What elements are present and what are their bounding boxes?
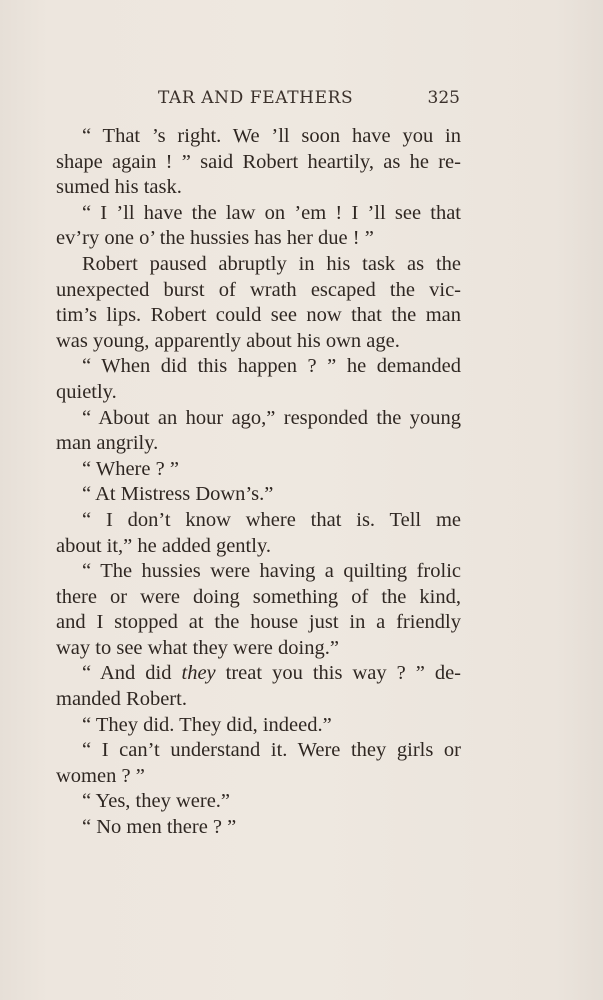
page-header (158, 88, 460, 112)
text-line: “ The hussies were having a quilting frolic (82, 560, 461, 583)
body-text (56, 124, 461, 841)
text-line: manded Robert. (56, 688, 187, 711)
text-line: was young, apparently about his own age. (56, 329, 400, 352)
text-line: “ I don’t know where that is. Tell me (82, 508, 461, 531)
text-line: “ Yes, they were.” (82, 790, 231, 813)
text-line: unexpected burst of wrath escaped the vic- (56, 278, 461, 301)
text-line: and I stopped at the house just in a friendly (56, 611, 461, 634)
text-line: tim’s lips. Robert could see now that the man (56, 304, 461, 327)
text-line: women ? ” (56, 764, 145, 787)
text-line: “ No men there ? ” (82, 816, 237, 839)
text-line: way to see what they were doing.” (56, 636, 339, 659)
text-line: there or were doing something of the kind, (56, 585, 461, 608)
text-line: “ And did they treat you this way ? ” de- (82, 662, 462, 685)
text-line: “ I ’ll have the law on ’em ! I ’ll see that (82, 201, 461, 224)
text-line: “ Where ? ” (82, 457, 179, 480)
page-number: 325 (427, 88, 460, 108)
text-line: shape again ! ” said Robert heartily, as he re- (56, 150, 461, 173)
text-line: “ That ’s right. We ’ll soon have you in (82, 125, 461, 147)
text-line: “ About an hour ago,” responded the young (82, 406, 461, 429)
text-line: “ When did this happen ? ” he demanded (82, 355, 461, 378)
text-line: man angrily. (56, 432, 159, 455)
running-title: TAR AND FEATHERS (158, 88, 354, 108)
text-line: “ I can’t understand it. Were they girls or (82, 739, 461, 762)
text-line: “ They did. They did, indeed.” (82, 713, 332, 736)
text-line: sumed his task. (56, 176, 182, 199)
text-line: “ At Mistress Down’s.” (82, 483, 274, 506)
text-line: Robert paused abruptly in his task as the (82, 252, 461, 275)
text-line: ev’ry one o’ the hussies has her due ! ” (56, 227, 374, 250)
text-line: about it,” he added gently. (56, 534, 271, 557)
text-line: quietly. (56, 380, 117, 403)
